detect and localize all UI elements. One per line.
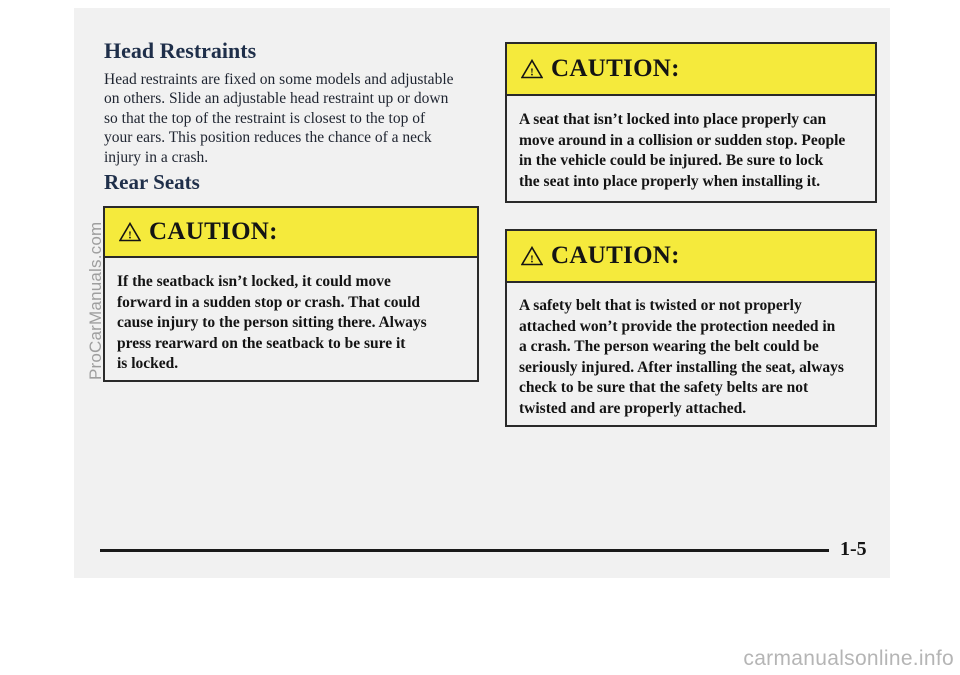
text-line: the seat into place properly when installing it. — [519, 172, 821, 190]
caution-box-rear-seats — [103, 206, 479, 382]
footer-rule — [100, 549, 829, 552]
caution-title: CAUTION: — [149, 218, 278, 245]
text-line: seriously injured. After installing the seat, always — [519, 358, 844, 376]
text-line: your ears. This position reduces the chance of a neck — [104, 129, 432, 147]
text-line: injury in a crash. — [104, 148, 209, 166]
caution-text — [507, 283, 875, 419]
text-line: A safety belt that is twisted or not properly — [519, 297, 802, 314]
caution-box-safety-belt — [505, 229, 877, 427]
text-line: twisted and are properly attached. — [519, 399, 747, 417]
heading-head-restraints: Head Restraints — [104, 38, 257, 63]
warning-triangle-icon — [119, 222, 141, 242]
text-line: in the vehicle could be injured. Be sure to lock — [519, 152, 824, 169]
bottom-watermark: carmanualsonline.info — [743, 647, 954, 670]
side-watermark: ProCarManuals.com — [86, 221, 105, 380]
head-restraints-paragraph — [104, 70, 484, 167]
heading-rear-seats: Rear Seats — [104, 170, 200, 194]
caution-header — [507, 44, 875, 96]
page-number: 1-5 — [840, 538, 867, 560]
caution-title: CAUTION: — [551, 55, 680, 82]
text-line: If the seatback isn’t locked, it could move — [117, 273, 391, 290]
caution-text — [507, 96, 875, 192]
caution-header — [105, 208, 477, 258]
svg-text:!: ! — [530, 66, 534, 79]
caution-header — [507, 231, 875, 283]
text-line: check to be sure that the safety belts are not — [519, 379, 809, 396]
text-line: is locked. — [117, 355, 179, 372]
warning-triangle-icon — [521, 246, 543, 266]
text-line: cause injury to the person sitting there. Always — [117, 314, 427, 331]
svg-text:!: ! — [530, 253, 534, 266]
caution-text — [105, 258, 477, 375]
text-line: forward in a sudden stop or crash. That could — [117, 293, 421, 311]
text-line: move around in a collision or sudden stop. People — [519, 131, 846, 149]
text-line: a crash. The person wearing the belt could be — [519, 338, 819, 355]
text-line: A seat that isn’t locked into place properly can — [519, 111, 827, 128]
text-line: attached won’t provide the protection needed in — [519, 317, 836, 335]
text-line: Head restraints are fixed on some models and adjustable — [104, 71, 454, 88]
svg-text:!: ! — [128, 229, 132, 242]
caution-title: CAUTION: — [551, 242, 680, 269]
text-line: so that the top of the restraint is closest to the top of — [104, 109, 426, 127]
warning-triangle-icon — [521, 59, 543, 79]
text-line: on others. Slide an adjustable head restraint up or down — [104, 90, 449, 108]
caution-box-seat-lock — [505, 42, 877, 203]
text-line: press rearward on the seatback to be sure it — [117, 334, 406, 352]
